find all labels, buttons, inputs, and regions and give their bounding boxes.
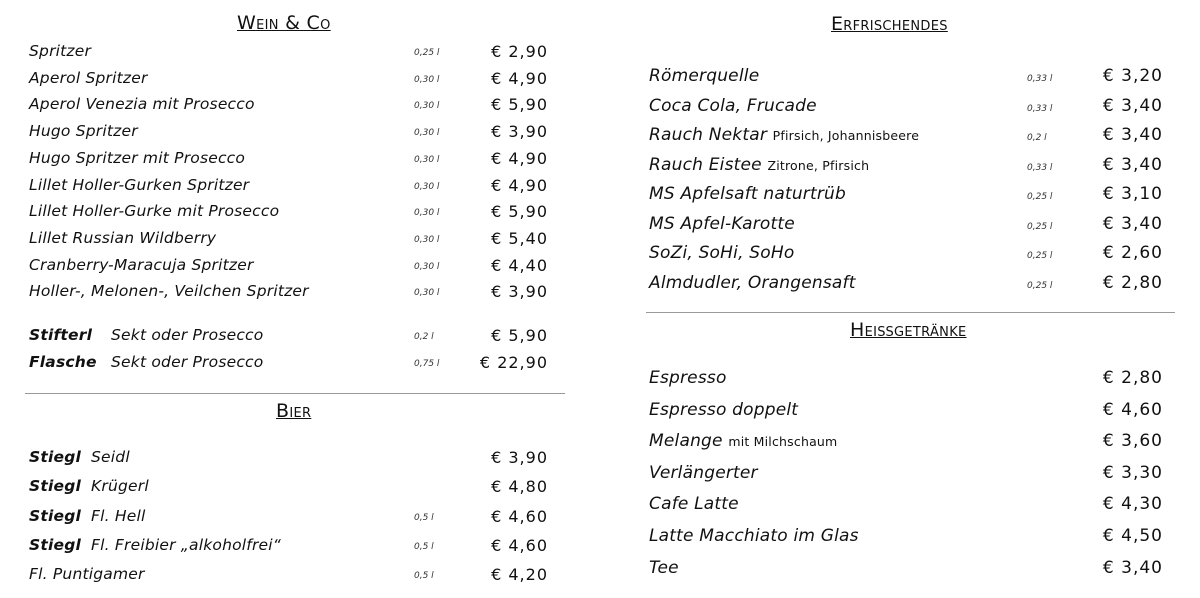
item-title: MS Apfelsaft naturtrüb xyxy=(649,184,847,204)
item-price: € 22,90 xyxy=(479,352,548,372)
menu-row xyxy=(600,243,1200,267)
item-name xyxy=(29,477,149,495)
menu-row xyxy=(0,176,600,200)
item-volume: 0,75 l xyxy=(414,358,440,369)
item-name xyxy=(29,326,263,344)
menu-row xyxy=(600,463,1200,487)
item-price: € 3,30 xyxy=(1102,462,1163,483)
menu-row xyxy=(0,95,600,119)
item-name: Holler-, Melonen-, Veilchen Spritzer xyxy=(29,282,309,301)
section-title-erfrischendes: Erfrischendes xyxy=(831,13,948,35)
item-title: Römerquelle xyxy=(649,66,760,86)
item-title: Almdudler, Orangensaft xyxy=(649,272,856,293)
item-price: € 2,80 xyxy=(1102,368,1163,388)
item-price: € 3,40 xyxy=(1102,154,1163,175)
item-title: Melange xyxy=(649,431,723,452)
menu-row xyxy=(600,400,1200,424)
item-name: Hugo Spritzer xyxy=(29,122,138,141)
item-volume: 0,2 l xyxy=(1027,133,1047,143)
item-volume: 0,30 l xyxy=(414,288,440,299)
item-price: € 3,60 xyxy=(1102,431,1163,452)
item-volume: 0,25 l xyxy=(1027,280,1053,291)
menu-row xyxy=(600,494,1200,518)
menu-row xyxy=(600,66,1200,90)
item-volume: 0,30 l xyxy=(414,208,440,219)
menu-row xyxy=(600,273,1200,297)
menu-row xyxy=(600,125,1200,149)
item-name xyxy=(649,66,759,86)
item-name xyxy=(649,368,727,388)
item-volume: 0,30 l xyxy=(414,261,440,272)
item-title: Rauch Eistee xyxy=(649,154,762,175)
item-description: Sekt oder Prosecco xyxy=(111,352,264,371)
item-title: MS Apfel-Karotte xyxy=(649,213,795,234)
menu-row xyxy=(600,155,1200,179)
menu-row xyxy=(0,229,600,253)
menu-row xyxy=(0,282,600,306)
item-title: Rauch Nektar xyxy=(649,125,768,145)
item-brand: Stiegl xyxy=(29,448,82,466)
item-volume: 0,25 l xyxy=(1027,251,1053,261)
item-volume: 0,30 l xyxy=(414,74,440,85)
item-volume: 0,25 l xyxy=(1027,192,1053,202)
item-label: Stifterl xyxy=(29,326,93,344)
item-volume: 0,33 l xyxy=(1027,162,1053,173)
section-title-heiss: Heißgetränke xyxy=(850,319,967,341)
item-price: € 2,90 xyxy=(491,42,548,61)
item-volume: 0,30 l xyxy=(414,234,440,245)
item-price: € 4,80 xyxy=(491,477,548,497)
item-name xyxy=(649,243,794,263)
item-price: € 3,20 xyxy=(1102,66,1163,86)
item-price: € 4,40 xyxy=(491,255,548,275)
menu-row xyxy=(0,326,600,350)
item-price: € 4,90 xyxy=(491,68,548,88)
item-name xyxy=(649,214,795,234)
item-name: Lillet Russian Wildberry xyxy=(29,228,217,247)
menu-row xyxy=(0,256,600,280)
item-price: € 3,40 xyxy=(1102,213,1163,234)
item-name xyxy=(649,155,869,175)
item-price: € 4,90 xyxy=(491,175,548,195)
item-name xyxy=(649,431,837,451)
item-price: € 4,60 xyxy=(491,506,548,526)
menu-row xyxy=(0,507,600,531)
menu-row xyxy=(0,42,600,66)
menu-row xyxy=(600,558,1200,582)
item-title: Verlängerter xyxy=(649,462,758,483)
menu-row xyxy=(600,368,1200,392)
item-brand: Stiegl xyxy=(29,506,82,525)
item-price: € 3,90 xyxy=(491,122,548,142)
divider-wein-bier xyxy=(25,393,565,394)
item-volume: 0,30 l xyxy=(414,128,440,139)
item-price: € 5,90 xyxy=(491,95,548,115)
item-title: Fl. Hell xyxy=(91,506,146,525)
item-volume: 0,2 l xyxy=(414,332,434,342)
item-description: Sekt oder Prosecco xyxy=(111,326,264,344)
item-name xyxy=(29,448,130,466)
item-price: € 4,30 xyxy=(1102,494,1163,515)
item-name xyxy=(649,96,817,116)
item-name: Aperol Spritzer xyxy=(29,68,148,87)
menu-row xyxy=(0,353,600,377)
item-name xyxy=(649,125,919,145)
item-title: Coca Cola, Frucade xyxy=(649,95,817,116)
item-price: € 5,90 xyxy=(491,326,548,345)
menu-row xyxy=(600,431,1200,455)
item-name xyxy=(649,494,739,514)
item-name: Lillet Holler-Gurken Spritzer xyxy=(29,175,250,194)
item-volume: 0,5 l xyxy=(414,512,434,523)
item-price: € 4,60 xyxy=(1102,399,1163,420)
item-title: Fl. Puntigamer xyxy=(29,565,145,584)
item-volume: 0,25 l xyxy=(414,48,440,58)
item-price: € 4,50 xyxy=(1102,526,1163,546)
item-volume: 0,33 l xyxy=(1027,74,1053,84)
menu-row xyxy=(0,202,600,226)
item-name xyxy=(649,526,859,546)
menu-row xyxy=(600,526,1200,550)
item-title: Espresso doppelt xyxy=(649,399,799,420)
section-title-bier: Bier xyxy=(276,400,312,422)
item-volume: 0,30 l xyxy=(414,154,440,165)
item-volume: 0,33 l xyxy=(1027,103,1053,114)
menu-row xyxy=(0,536,600,560)
item-title: Espresso xyxy=(649,368,727,388)
item-title: Krügerl xyxy=(91,477,149,496)
item-brand: Stiegl xyxy=(29,535,82,554)
item-name xyxy=(29,507,146,525)
item-name xyxy=(29,565,145,583)
item-price: € 3,10 xyxy=(1102,184,1163,204)
item-volume: 0,30 l xyxy=(414,181,440,192)
item-volume: 0,5 l xyxy=(414,541,434,552)
item-name: Spritzer xyxy=(29,42,92,60)
item-subtitle: Zitrone, Pfirsich xyxy=(767,157,870,173)
item-name: Aperol Venezia mit Prosecco xyxy=(29,95,255,114)
item-name: Hugo Spritzer mit Prosecco xyxy=(29,148,246,167)
item-name xyxy=(649,273,856,293)
item-subtitle: Pfirsich, Johannisbeere xyxy=(772,128,920,143)
menu-row xyxy=(0,122,600,146)
item-price: € 4,60 xyxy=(491,535,548,555)
item-title: Cafe Latte xyxy=(649,494,739,515)
item-volume: 0,25 l xyxy=(1027,221,1053,232)
menu-row xyxy=(600,184,1200,208)
item-title: Tee xyxy=(649,557,679,578)
item-price: € 3,90 xyxy=(491,448,548,467)
menu-row xyxy=(0,149,600,173)
divider-erfrischendes-heiss xyxy=(646,312,1175,313)
item-name xyxy=(649,558,679,578)
item-price: € 3,40 xyxy=(1102,557,1163,578)
item-title: SoZi, SoHi, SoHo xyxy=(649,243,795,263)
item-price: € 4,20 xyxy=(491,565,548,585)
item-name xyxy=(29,353,263,371)
item-name xyxy=(29,536,281,554)
menu-row xyxy=(0,69,600,93)
item-brand: Stiegl xyxy=(29,477,82,496)
item-name xyxy=(649,400,798,420)
menu-row xyxy=(600,96,1200,120)
item-price: € 5,40 xyxy=(491,228,548,248)
section-title-wein: Wein & Co xyxy=(237,12,331,34)
item-subtitle: mit Milchschaum xyxy=(728,434,838,450)
item-price: € 3,40 xyxy=(1102,95,1163,116)
item-title: Fl. Freibier „alkoholfrei“ xyxy=(91,535,282,554)
item-name xyxy=(649,463,758,483)
item-price: € 2,60 xyxy=(1102,243,1163,263)
menu-row xyxy=(0,477,600,501)
item-name xyxy=(649,184,846,204)
menu-row xyxy=(0,448,600,472)
item-price: € 2,80 xyxy=(1102,272,1163,293)
item-title: Latte Macchiato im Glas xyxy=(649,526,859,546)
item-name: Lillet Holler-Gurke mit Prosecco xyxy=(29,202,280,221)
item-label: Flasche xyxy=(29,352,97,371)
menu-row xyxy=(600,214,1200,238)
item-price: € 3,40 xyxy=(1102,125,1163,145)
item-price: € 4,90 xyxy=(491,148,548,168)
item-price: € 3,90 xyxy=(491,282,548,302)
item-volume: 0,30 l xyxy=(414,101,440,112)
item-title: Seidl xyxy=(91,448,130,466)
item-price: € 5,90 xyxy=(491,202,548,222)
menu-row xyxy=(0,565,600,589)
item-volume: 0,5 l xyxy=(414,571,434,582)
item-name: Cranberry-Maracuja Spritzer xyxy=(29,255,254,274)
